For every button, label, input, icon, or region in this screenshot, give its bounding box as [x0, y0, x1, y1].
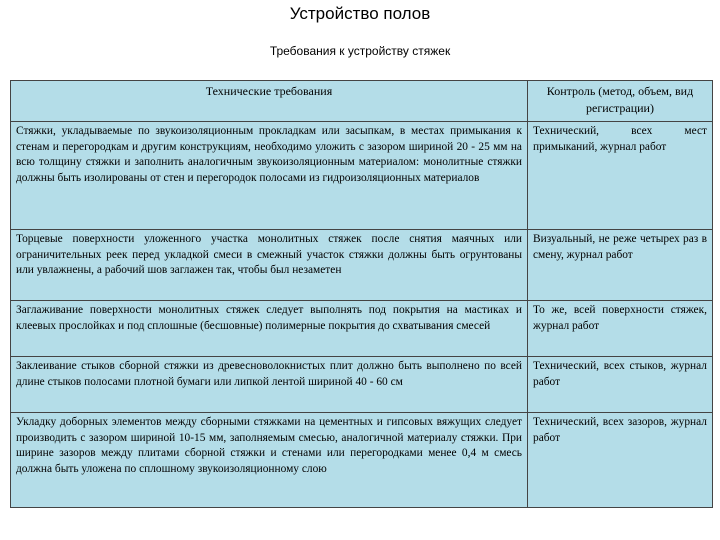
- page-title: Устройство полов: [289, 4, 431, 23]
- control-cell: Технический, всех зазоров, журнал работ: [528, 413, 713, 508]
- requirement-cell: Заклеивание стыков сборной стяжки из древесноволокнистых плит должно быть выполнено по всей длине стыков полосами плотной бумаги или липкой лентой шириной 40 - 60 см: [11, 357, 528, 413]
- requirements-table: [10, 80, 713, 508]
- requirement-cell: Торцевые поверхности уложенного участка монолитных стяжек после снятия маячных или ограничительных реек перед укладкой смеси в смежный участок стяжки должны быть огрунтованы или увлажнены, а рабочий шов заглажен так, чтобы был незаметен: [11, 230, 528, 301]
- requirement-cell: Заглаживание поверхности монолитных стяжек следует выполнять под покрытия на мастиках и клеевых прослойках и под сплошные (бесшовные) полимерные покрытия до схватывания смесей: [11, 301, 528, 357]
- table-row: [11, 122, 713, 230]
- table-row: [11, 230, 713, 301]
- table-row: [11, 301, 713, 357]
- table-row: [11, 357, 713, 413]
- table-row: [11, 413, 713, 508]
- requirement-cell: Укладку доборных элементов между сборными стяжками на цементных и гипсовых вяжущих следует производить с зазором шириной 10-15 мм, заполняемым смесью, аналогичной материалу стяжки. При ширине зазоров между плитами сборной стяжки и стенами или перегородками менее 0,4 м смесь должна быть уложена по сплошному звукоизоляционному слою: [11, 413, 528, 508]
- requirement-cell: Стяжки, укладываемые по звукоизоляционным прокладкам или засыпкам, в местах примыкания к стенам и перегородкам и другим конструкциям, необходимо уложить с зазором шириной 20 - 25 мм на всю толщину стяжки и заполнить аналогичным звукоизоляционным материалом: монолитные стяжки должны быть изолированы от стен и перегородок полосами из гидроизоляционных материалов: [11, 122, 528, 230]
- page-subtitle: Требования к устройству стяжек: [269, 44, 451, 58]
- control-cell: То же, всей поверхности стяжек, журнал работ: [528, 301, 713, 357]
- control-cell: Визуальный, не реже четырех раз в смену, журнал работ: [528, 230, 713, 301]
- control-cell: Технический, всех мест примыканий, журнал работ: [528, 122, 713, 230]
- control-cell: Технический, всех стыков, журнал работ: [528, 357, 713, 413]
- header-control: Контроль (метод, объем, вид регистрации): [528, 81, 713, 122]
- header-technical-requirements: Технические требования: [11, 81, 528, 122]
- table-header-row: [11, 81, 713, 122]
